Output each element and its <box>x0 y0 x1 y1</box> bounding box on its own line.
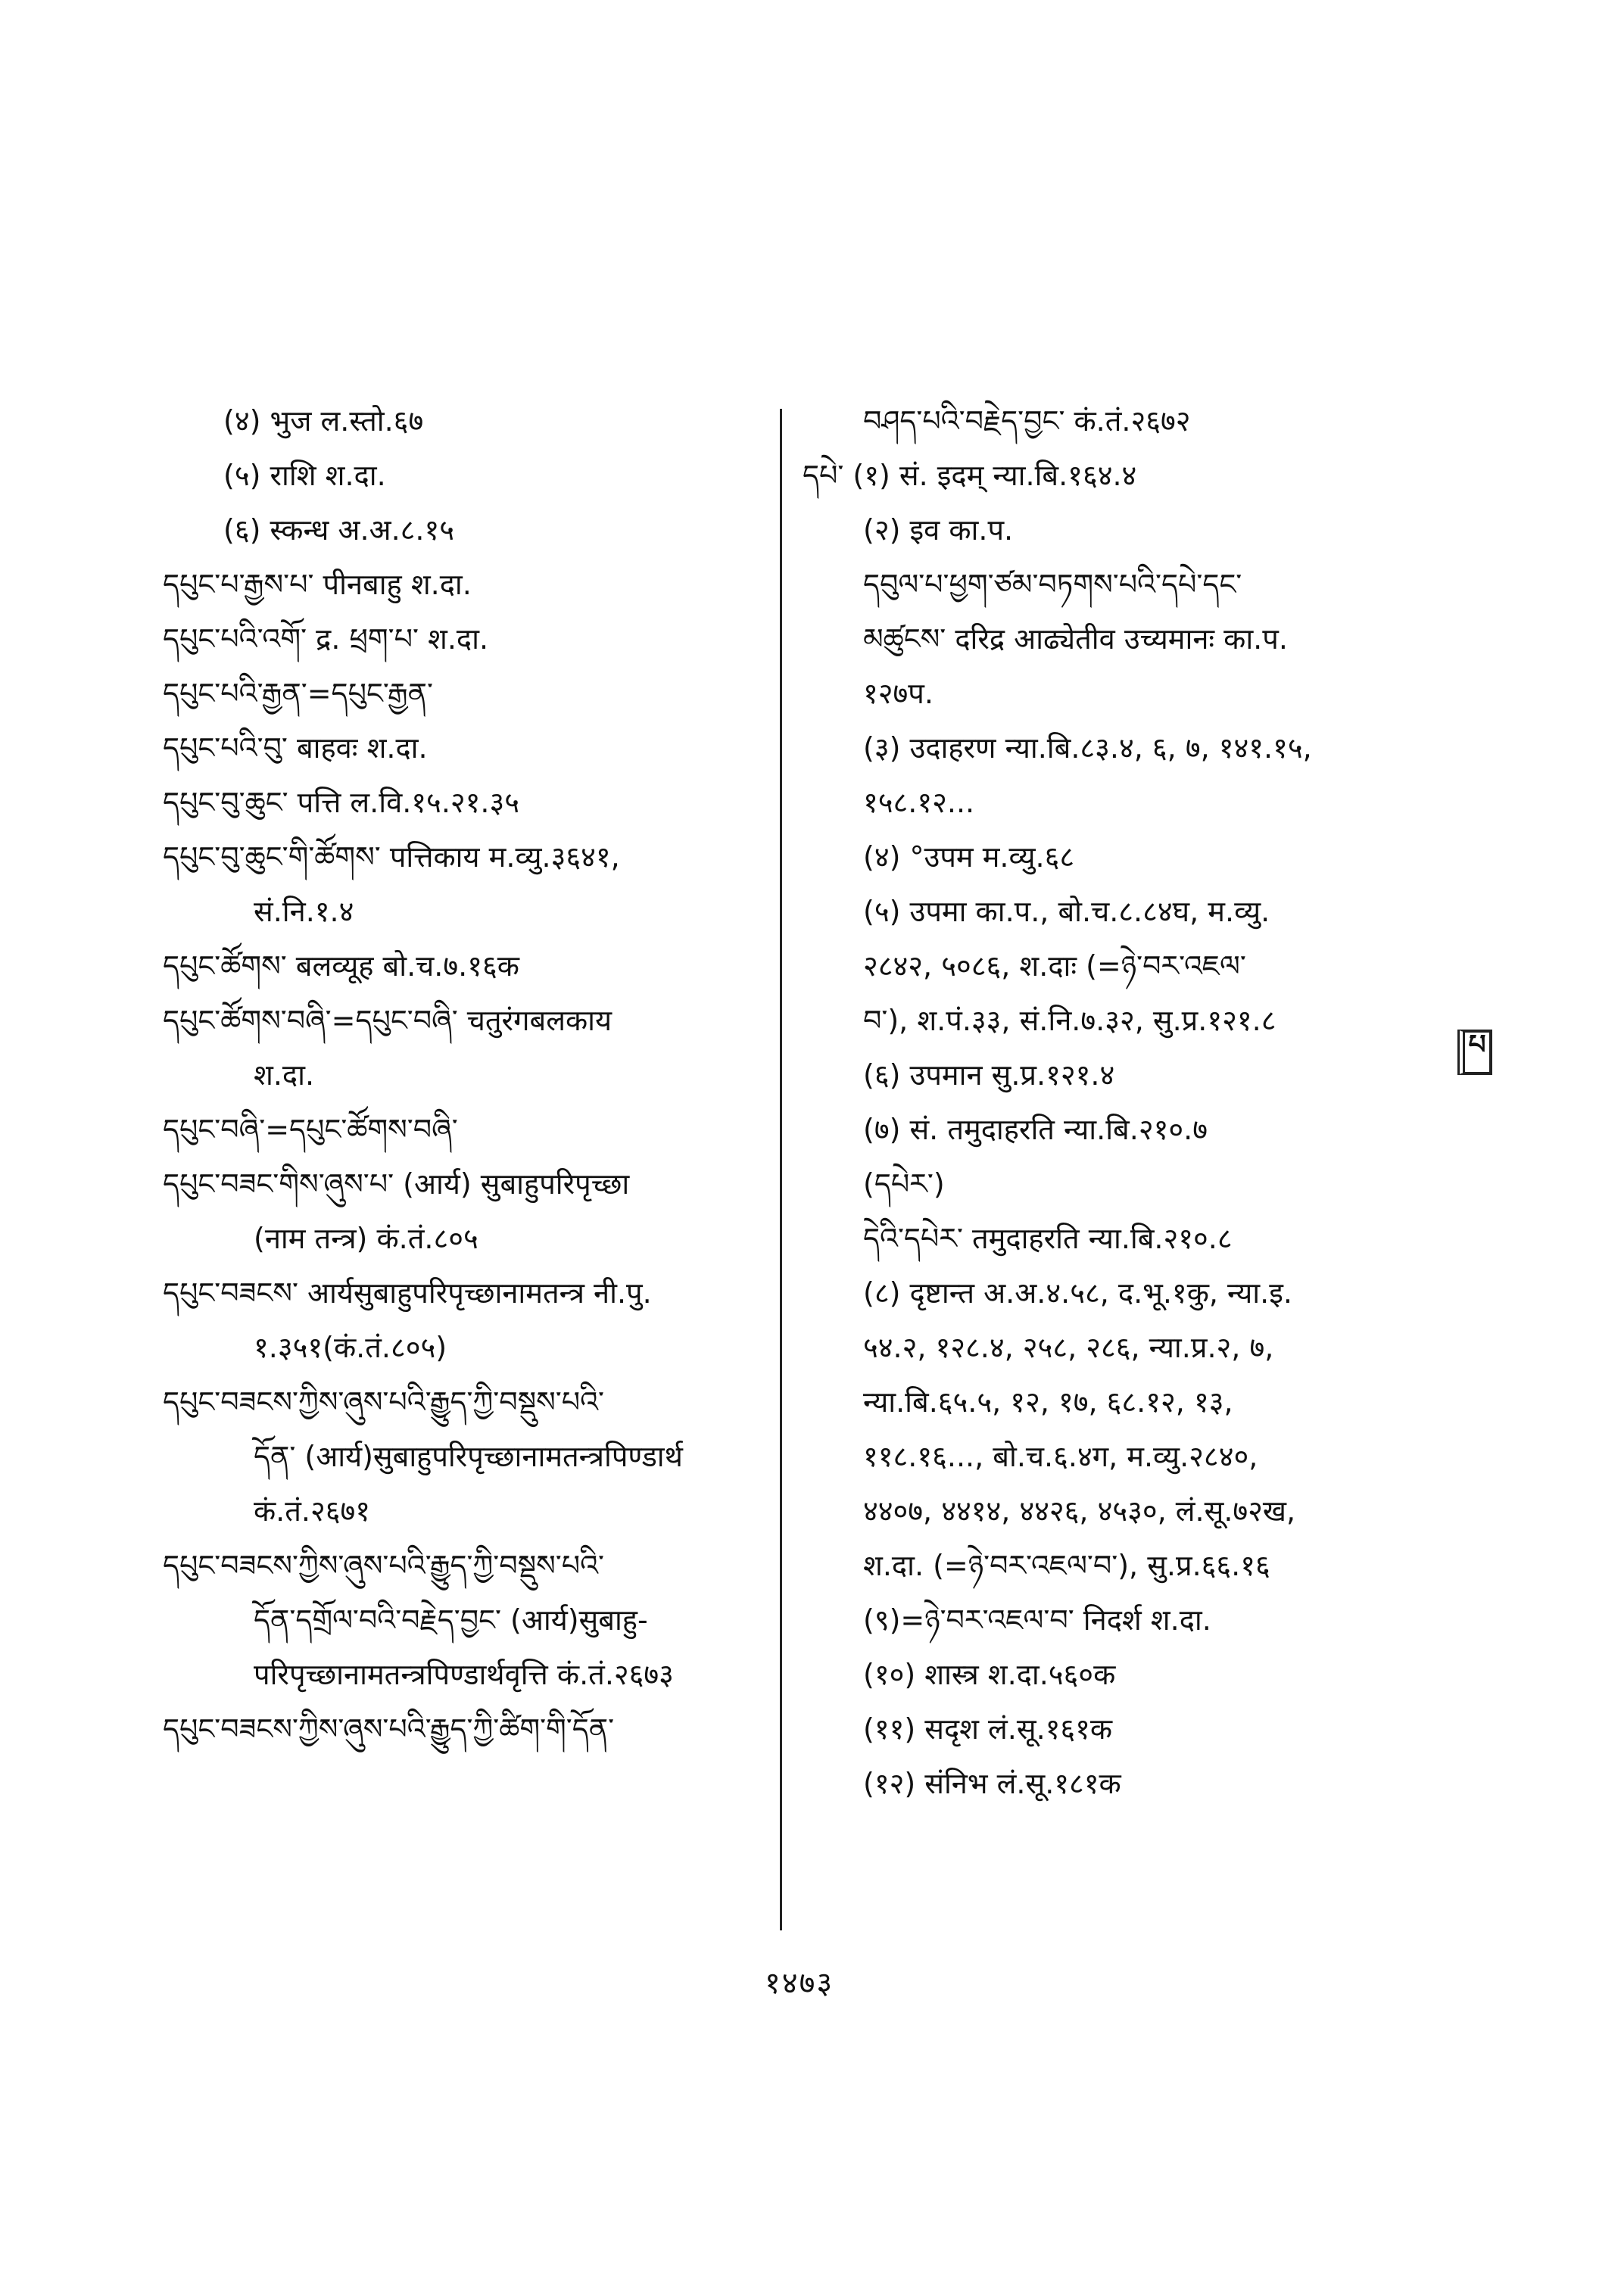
left-entry-line: དཔུང་བཟང་གིས་ཞུས་པ་ (आर्य) सुबाहुपरिपृच्छा <box>163 1167 630 1201</box>
left-entry-line: དཔུང་པའི་བུ་ बाहवः श.दा. <box>163 731 428 765</box>
left-entry-line: དཔུང་བུ་ཆུང་ पत्ति ल.वि.१५.२१.३५ <box>163 786 520 819</box>
right-entry-line: (८) दृष्टान्त अ.अ.४.५८, द.भू.१कु, न्या.इ. <box>863 1276 1292 1310</box>
right-entry-line: (२) इव का.प. <box>863 513 1014 547</box>
left-entry-line: कं.तं.२६७१ <box>254 1494 371 1528</box>
right-entry-line: (५) उपमा का.प., बो.च.८.८४घ, म.व्यु. <box>863 895 1270 928</box>
left-entry-line: དཔུང་བཞི་=དཔུང་ཚོགས་བཞི་ <box>163 1113 458 1146</box>
right-entry-line: १५८.१२... <box>863 786 975 819</box>
left-entry-line: དཔུང་པའི་འགོ་ द्र. ཕྲག་པ་ श.दा. <box>163 622 489 656</box>
left-entry-line: सं.नि.१.४ <box>254 895 354 928</box>
right-entry-line: (१२) संनिभ लं.सू.१८१क <box>863 1767 1121 1800</box>
left-entry-line: (६) स्कन्ध अ.अ.८.१५ <box>223 513 455 547</box>
right-entry-line: (९)=ཉེ་བར་འཇལ་བ་ निदर्श श.दा. <box>863 1603 1211 1637</box>
left-entry-line: དཔུང་བཟངས་ཀྱིས་ཞུས་པའི་རྒྱུད་ཀྱི་ཚིག་གི་དོན་ <box>163 1712 615 1746</box>
left-entry-line: परिपृच्छानामतन्त्रपिण्डार्थवृत्ति कं.तं.२६७३ <box>254 1658 674 1691</box>
left-entry-line: དཔུང་བཟངས་ཀྱིས་ཞུས་པའི་རྒྱུད་ཀྱི་བསྡུས་པའི་ <box>163 1549 605 1582</box>
right-entry-line: (६) उपमान सु.प्र.१२१.४ <box>863 1058 1115 1092</box>
right-entry-line: श.दा. (=ཉེ་བར་འཇལ་བ་), सु.प्र.६६.१६ <box>863 1549 1270 1582</box>
page-number: १४७३ <box>765 1966 834 2001</box>
left-entry-line: དཔུང་ཚོགས་བཞི་=དཔུང་བཞི་ चतुरंगबलकाय <box>163 1004 613 1037</box>
left-entry-line: དོན་ (आर्य)सुबाहुपरिपृच्छानामतन्त्रपिण्डार्थ <box>254 1440 683 1473</box>
right-entry-line: བཤད་པའི་བརྗེད་བྱང་ कं.तं.२६७२ <box>863 404 1191 438</box>
right-entry-line: (३) उदाहरण न्या.बि.८३.४, ६, ७, १४१.१५, <box>863 731 1312 765</box>
right-entry-line: (४) °उपम म.व्यु.६८ <box>863 840 1075 874</box>
right-entry-line: དབུལ་པ་ཕྱག་ཙམ་བཏགས་པའི་དཔེ་དང་ <box>863 568 1242 601</box>
left-entry-line: १.३५१(कं.तं.८०५) <box>254 1331 447 1364</box>
right-entry-line: ११८.१६..., बो.च.६.४ग, म.व्यु.२८४०, <box>863 1440 1258 1473</box>
right-entry-line: (དཔེར་) <box>863 1167 945 1201</box>
right-entry-line: १२७प. <box>863 677 934 710</box>
left-entry-line: དོན་དགྲོལ་བའི་བརྗེད་བྱང་ (आर्य)सुबाहु- <box>254 1603 648 1637</box>
column-divider <box>780 409 782 1930</box>
left-entry-line: དཔུང་བཟངས་ आर्यसुबाहुपरिपृच्छानामतन्त्र नी.पु. <box>163 1276 652 1310</box>
right-entry-line: (११) सदृश लं.सू.१६१क <box>863 1712 1113 1746</box>
left-entry-line: དཔུང་ཚོགས་ बलव्यूह बो.च.७.१६क <box>163 949 519 983</box>
right-entry-line: (७) सं. तमुदाहरति न्या.बि.२१०.७ <box>863 1113 1208 1146</box>
right-entry-line: དཔེ་ (१) सं. इदम् न्या.बि.१६४.४ <box>803 459 1137 492</box>
right-entry-line: མཚུངས་ दरिद्र आढ्येतीव उच्यमानः का.प. <box>863 622 1288 656</box>
left-entry-line: དཔུང་བཟངས་ཀྱིས་ཞུས་པའི་རྒྱུད་ཀྱི་བསྡུས་པའི་ <box>163 1385 605 1419</box>
right-column <box>803 394 1423 1811</box>
left-entry-line: श.दा. <box>254 1058 315 1092</box>
right-entry-line: २८४२, ५०८६, श.दाः (=ཉེ་བར་འཇལ་ <box>863 949 1246 983</box>
left-column <box>163 394 761 1756</box>
right-entry-line: (१०) शास्त्र श.दा.५६०क <box>863 1658 1116 1691</box>
left-entry-line: དཔུང་བུ་ཆུང་གི་ཚོགས་ पत्तिकाय म.व्यु.३६४१, <box>163 840 620 874</box>
right-entry-line: བ་), श.पं.३३, सं.नि.७.३२, सु.प्र.१२१.८ <box>863 1004 1276 1037</box>
left-entry-line: དཔུང་པའི་རྒྱན་=དཔུང་རྒྱན་ <box>163 677 434 710</box>
right-entry-line: न्या.बि.६५.५, १२, १७, ६८.१२, १३, <box>863 1385 1233 1419</box>
left-entry-line: (४) भुज ल.स्तो.६७ <box>223 404 424 438</box>
right-entry-line: ४४०७, ४४१४, ४४२६, ४५३०, लं.सू.७२ख, <box>863 1494 1296 1528</box>
left-entry-line: (५) राशि श.दा. <box>223 459 386 492</box>
right-entry-line: ५४.२, १२८.४, २५८, २८६, न्या.प्र.२, ७, <box>863 1331 1274 1364</box>
left-entry-line: དཔུང་པ་རྒྱས་པ་ पीनबाहु श.दा. <box>163 568 472 601</box>
right-entry-line: དེའི་དཔེར་ तमुदाहरति न्या.बि.२१०.८ <box>863 1222 1233 1255</box>
section-tab-marker: པ <box>1457 1030 1492 1075</box>
left-entry-line: (नाम तन्त्र) कं.तं.८०५ <box>254 1222 478 1255</box>
